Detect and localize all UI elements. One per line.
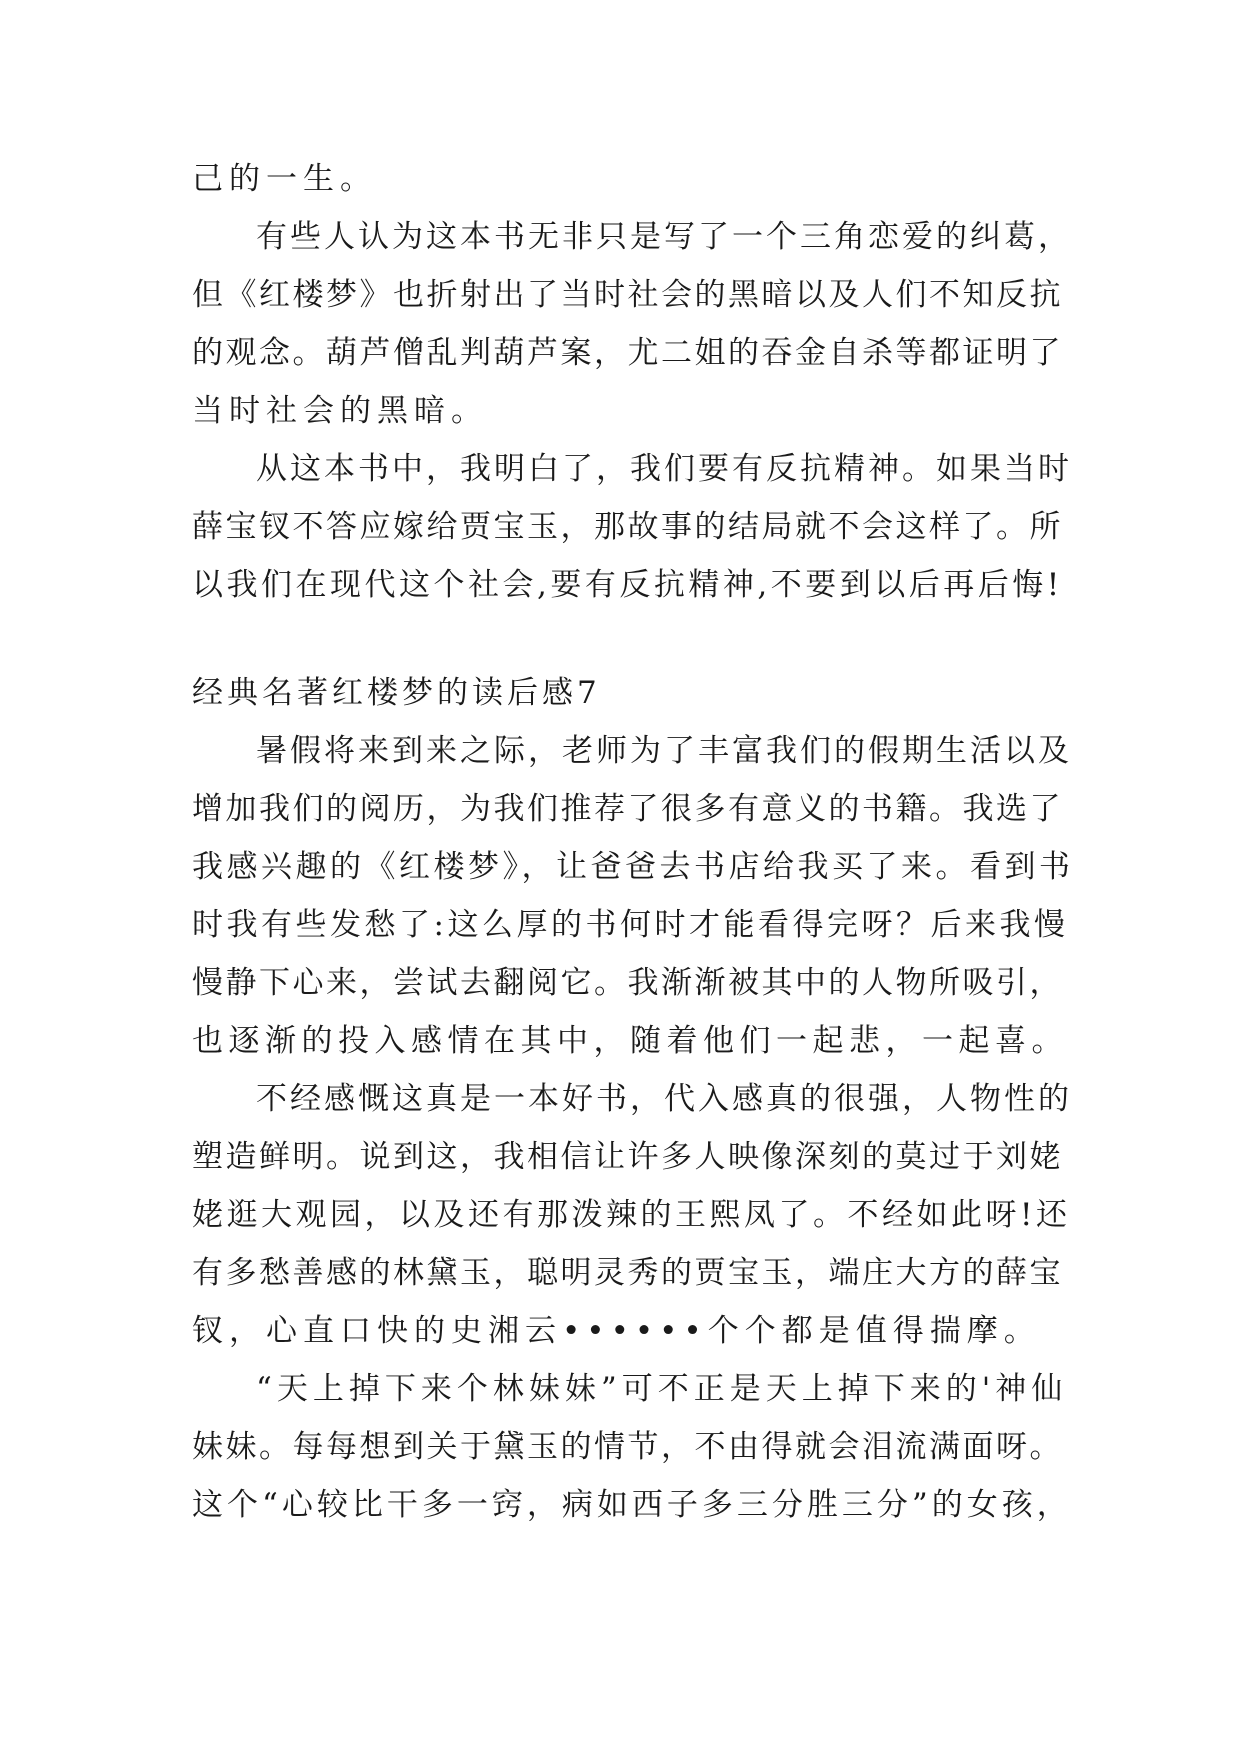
paragraph [192, 440, 1072, 614]
section-gap [192, 614, 1072, 664]
text-line: 暑假将来到来之际，老师为了丰富我们的假期生活以及 [256, 733, 1072, 769]
text-line: 的观念。葫芦僧乱判葫芦案，尤二姐的吞金自杀等都证明了 [192, 335, 1063, 371]
text-line: 有些人认为这本书无非只是写了一个三角恋爱的纠葛， [256, 219, 1072, 255]
text-line: 时我有些发愁了:这么厚的书何时才能看得完呀？后来我慢 [192, 907, 1069, 943]
text-line: 当时社会的黑暗。 [192, 393, 488, 429]
paragraph [192, 150, 1072, 208]
text-line: 慢静下心来，尝试去翻阅它。我渐渐被其中的人物所吸引， [192, 965, 1063, 1001]
text-line: 不经感慨这真是一本好书，代入感真的很强，人物性的 [256, 1081, 1072, 1117]
text-line: 但《红楼梦》也折射出了当时社会的黑暗以及人们不知反抗 [192, 277, 1063, 313]
document-body [192, 150, 1072, 1534]
text-line: 妹妹。每每想到关于黛玉的情节，不由得就会泪流满面呀。 [192, 1429, 1063, 1465]
text-line: “天上掉下来个林妹妹”可不正是天上掉下来的'神仙 [256, 1371, 1068, 1407]
text-line: 也逐渐的投入感情在其中，随着他们一起悲，一起喜。 [192, 1023, 1068, 1059]
paragraph [192, 722, 1072, 1070]
text-line: 己的一生。 [192, 161, 377, 197]
paragraph [192, 208, 1072, 440]
text-line: 以我们在现代这个社会,要有反抗精神,不要到以后再后悔! [192, 567, 1063, 603]
text-line: 姥逛大观园，以及还有那泼辣的王熙凤了。不经如此呀!还 [192, 1197, 1071, 1233]
paragraph [192, 1070, 1072, 1360]
section-heading: 经典名著红楼梦的读后感7 [192, 675, 601, 711]
text-line: 有多愁善感的林黛玉，聪明灵秀的贾宝玉，端庄大方的薛宝 [192, 1255, 1063, 1291]
text-line: 塑造鲜明。说到这，我相信让许多人映像深刻的莫过于刘姥 [192, 1139, 1063, 1175]
paragraph [192, 1360, 1072, 1534]
text-line: 薛宝钗不答应嫁给贾宝玉，那故事的结局就不会这样了。所 [192, 509, 1063, 545]
text-line: 钗，心直口快的史湘云••••••个个都是值得揣摩。 [192, 1313, 1041, 1349]
text-line: 我感兴趣的《红楼梦》，让爸爸去书店给我买了来。看到书 [192, 849, 1074, 885]
text-line: 从这本书中，我明白了，我们要有反抗精神。如果当时 [256, 451, 1072, 487]
text-line: 增加我们的阅历，为我们推荐了很多有意义的书籍。我选了 [192, 791, 1063, 827]
text-line: 这个“心较比干多一窍，病如西子多三分胜三分”的女孩， [192, 1487, 1072, 1523]
